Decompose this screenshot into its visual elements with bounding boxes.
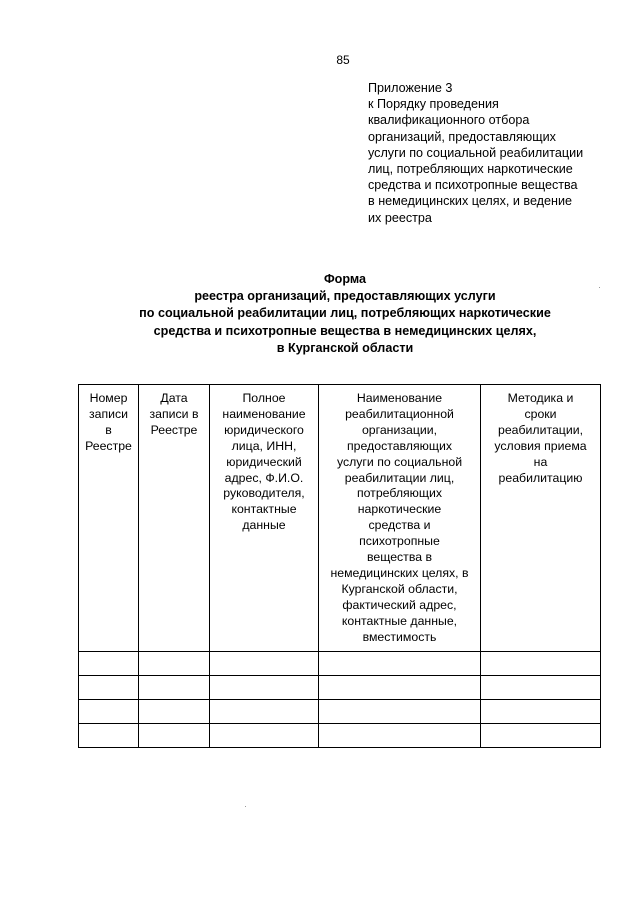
appendix-line: услуги по социальной реабилитации [368,145,584,160]
scan-speck [599,287,600,288]
form-title-line: по социальной реабилитации лиц, потребляющих наркотические [139,306,551,321]
table-row [79,651,601,675]
form-title-line: средства и психотропные вещества в немедицинских целях, [153,323,537,338]
header-organization [319,385,481,652]
table-cell [210,675,319,699]
table-body [79,651,601,747]
header-record-date [139,385,210,652]
page-number: 85 [336,53,350,67]
appendix-note [368,80,628,226]
table-cell [481,723,601,747]
scan-speck [245,806,246,807]
appendix-line: к Порядку проведения [368,97,499,112]
table-cell [79,651,139,675]
header-label: Наименование реабилитационной организации, предоставляющих услуги по социальной реабилитации лиц, потребляющих наркотические средства и психотропные вещества в немедицинских целях, в Курганской области, фактический адрес, контактные данные, вместимость [330,391,469,644]
table-cell [79,675,139,699]
header-methodology [481,385,601,652]
table-cell [319,723,481,747]
table-cell [481,675,601,699]
table-row [79,699,601,723]
appendix-line: квалификационного отбора [368,113,530,128]
appendix-line: организаций, предоставляющих [368,129,556,144]
table-cell [481,651,601,675]
table-cell [210,699,319,723]
appendix-line: средства и психотропные вещества [368,178,578,193]
table-cell [139,651,210,675]
table-cell [79,699,139,723]
table-cell [210,723,319,747]
table-header-row [79,385,601,652]
table-cell [481,699,601,723]
table-cell [319,651,481,675]
appendix-line: их реестра [368,210,432,225]
table-cell [79,723,139,747]
form-title-line: Форма [323,272,367,286]
header-label: Полное наименование юридического лица, ИНН, юридический адрес, Ф.И.О. руководителя, контактные данные [222,391,306,533]
appendix-line: лиц, потребляющих наркотические [368,162,573,177]
table-cell [210,651,319,675]
table-row [79,723,601,747]
appendix-line: в немедицинских целях, и ведение [368,194,573,209]
header-record-number [79,385,139,652]
table-cell [139,675,210,699]
form-title-line: реестра организаций, предоставляющих услуги [194,289,496,304]
header-label: Номер записи в Реестре [85,391,132,453]
form-title [0,271,640,357]
registry-table [78,384,601,748]
appendix-line: Приложение 3 [368,81,453,95]
header-label: Методика и сроки реабилитации, условия приема на реабилитацию [494,391,587,485]
table-cell [319,699,481,723]
table-cell [319,675,481,699]
form-title-line: в Курганской области [276,340,414,355]
table-cell [139,723,210,747]
header-label: Дата записи в Реестре [149,391,199,437]
table-row [79,675,601,699]
table-cell [139,699,210,723]
header-legal-entity [210,385,319,652]
